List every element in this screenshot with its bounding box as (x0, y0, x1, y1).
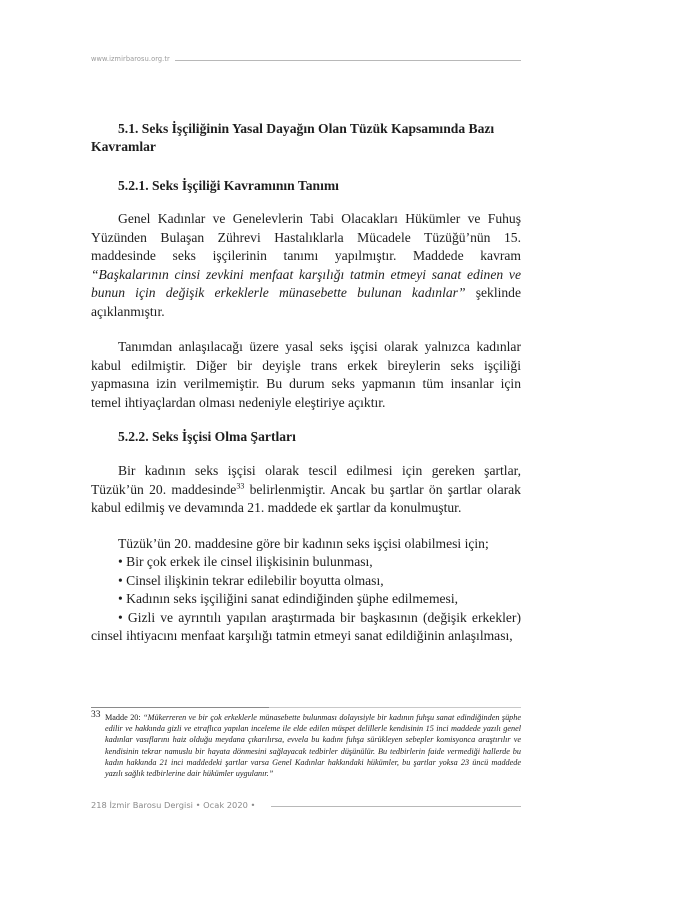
footer-text: 218 İzmir Barosu Dergisi • Ocak 2020 • (91, 800, 256, 810)
page-footer (91, 800, 521, 812)
footnote-body (91, 712, 521, 779)
footnote-text: “Mükerreren ve bir çok erkeklerle münasebette bulunması dolayısiyle bir kadının fuhşu sanat edindiğinden şüphe edilir ve hakkında gizli ve etraflıca yapılan inceleme ile elde edilen müspet delillerle kendisinin 15 inci maddede yazılı genel kadınlar vasıflarını haiz olduğu meydana çıkarılırsa, evvela bu kadını fuhşa sürükleyen sebepler komisyonca araştırılır ve kendisinin tekrar namuslu bir hayata dönmesini sağlayacak tedbirler düşünülür. Bu tedbirlerin faide vermediği hallerde bu kadın hakkında 21 inci maddedeki şartlar varsa Genel Kadınlar hakkındaki hükümler, bu şartlar yoksa 23 üncü maddede yazılı sağlık tedbirlerine dair hükümler uygulanır.” (105, 713, 522, 779)
paragraph-conditions-before: Bir kadının seks işçisi olarak tescil edilmesi için gereken şartlar, Tüzük’ün 20. maddesinde (91, 463, 521, 497)
section-heading-5-2-1: 5.2.1. Seks İşçiliği Kavramının Tanımı (118, 178, 339, 193)
paragraph-interpretation: Tanımdan anlaşılacağı üzere yasal seks işçisi olarak yalnızca kadınlar kabul edilmiştir. Diğer bir deyişle trans erkek bireylerin seks işçiliği yapmasına izin verilmemiştir. Bu durum seks yapmanın tüm insanlar için temel ihtiyaçlardan olması nedeniyle eleştiriye açıktır. (91, 339, 521, 410)
footnote-reference: 33 (236, 480, 245, 490)
list-item: • Kadının seks işçiliğini sanat edindiğinden şüphe edilmemesi, (118, 591, 459, 606)
section-heading-5-1: 5.1. Seks İşçiliğinin Yasal Dayağın Olan Tüzük Kapsamında Bazı Kavramlar (91, 121, 495, 154)
paragraph-conditions-after: belirlenmiştir. Ancak bu şartlar ön şartlar olarak kabul edilmiş ve devamında 21. maddede ek şartlar da konulmuştur. (91, 481, 521, 515)
paragraph-article-20: Tüzük’ün 20. maddesine göre bir kadının seks işçisi olabilmesi için; (118, 535, 489, 551)
header-divider (175, 60, 521, 61)
paragraph-definition-quote: “Başkalarının cinsi zevkini menfaat karşılığı tatmin etmeyi sanat edinen ve bunun için değişik erkeklerle münasebette bulunan kadınlar” (91, 266, 521, 300)
section-heading-5-2-2: 5.2.2. Seks İşçisi Olma Şartları (118, 429, 296, 444)
paragraph-definition-intro: Genel Kadınlar ve Genelevlerin Tabi Olacakları Hükümler ve Fuhuş Yüzünden Bulaşan Zührevi Hastalıklarla Mücadele Tüzüğü’nün 15. maddesinde seks işçilerinin tanımı yapılmıştır. Maddede kavram (91, 211, 521, 263)
footnote-divider (91, 707, 269, 708)
footnote-label: Madde 20: (105, 713, 144, 722)
list-item: • Cinsel ilişkinin tekrar edilebilir boyutta olması, (118, 572, 384, 588)
conditions-list (91, 553, 521, 646)
footnote-number: 33 (91, 710, 101, 720)
list-item: • Gizli ve ayrıntılı yapılan araştırmada bir başkasının (değişik erkekler) cinsel ihtiyacını menfaat karşılığı tatmin etmeyi sanat edildiğinin anlaşılması, (91, 609, 521, 643)
list-item: • Bir çok erkek ile cinsel ilişkisinin bulunması, (118, 554, 373, 569)
footnote-divider-extension (269, 707, 521, 708)
paragraph-conditions (91, 462, 521, 518)
footnote (91, 712, 521, 779)
main-content (91, 120, 521, 646)
paragraph-definition (91, 210, 521, 321)
page-header (91, 55, 521, 67)
footer-divider (271, 806, 521, 807)
paragraph-definition-outro: şeklinde açıklanmıştır. (91, 285, 521, 319)
header-url: www.izmirbarosu.org.tr (91, 55, 170, 63)
